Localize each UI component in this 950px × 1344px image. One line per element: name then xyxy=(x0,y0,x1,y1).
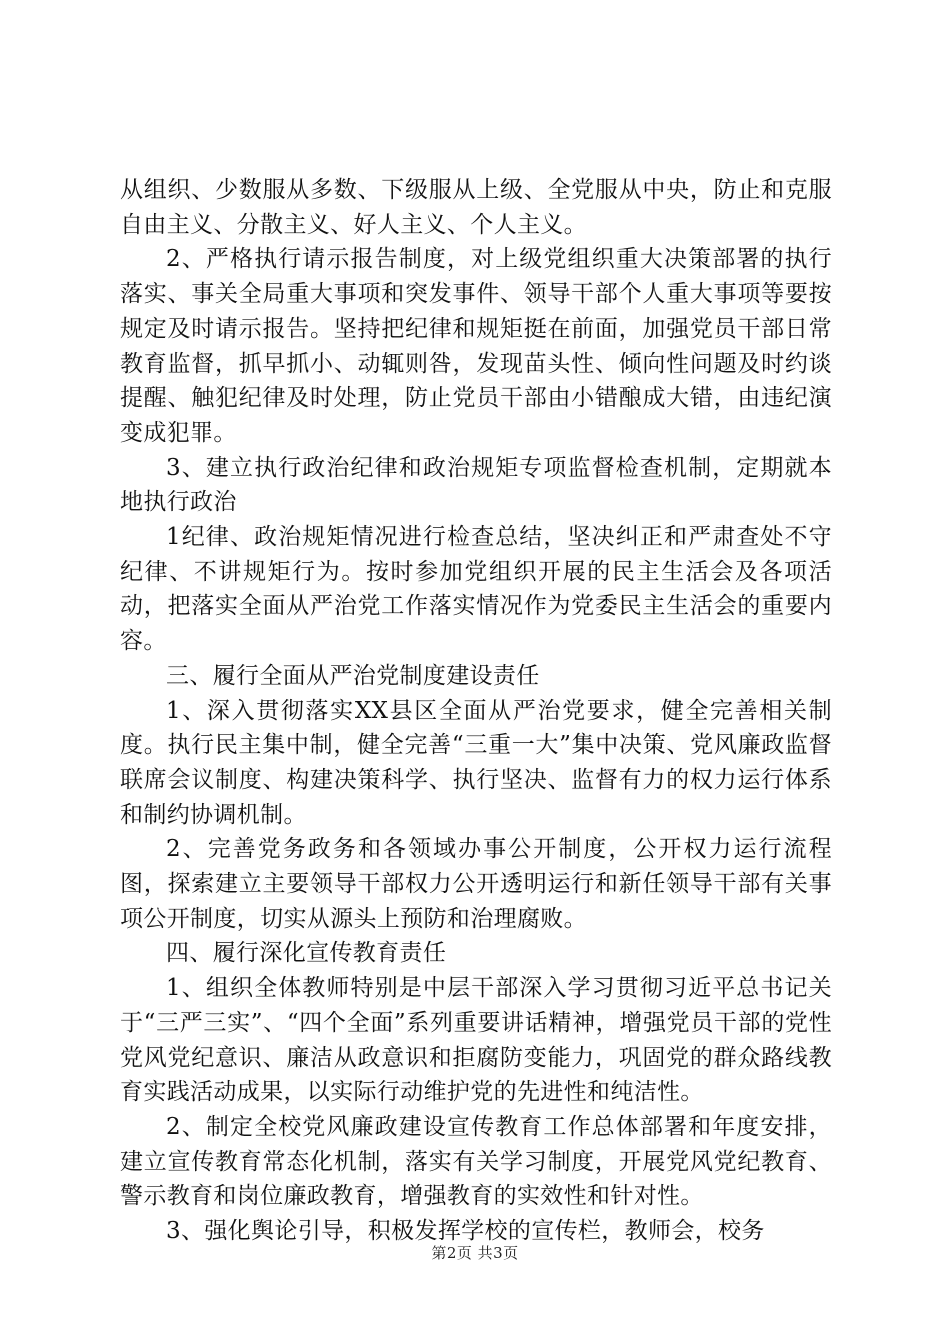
section-heading-4: 四、履行深化宣传教育责任 xyxy=(166,940,447,967)
document-body xyxy=(120,173,832,1249)
paragraph-2: 2、严格执行请示报告制度，对上级党组织重大决策部署的执行落实、事关全局重大事项和突发事件、领导干部个人重大事项等要按规定及时请示报告。坚持把纪律和规矩挺在前面，加强党员干部日常教育监督，抓早抓小、动辄则咎，发现苗头性、倾向性问题及时约谈提醒、触犯纪律及时处理，防止党员干部由小错酿成大错，由违纪演变成犯罪。 xyxy=(120,246,832,446)
page-footer: 第2页 共3页 xyxy=(431,1244,519,1262)
paragraph-7: 1、组织全体教师特别是中层干部深入学习贯彻习近平总书记关于“三严三实”、“四个全面”系列重要讲话精神，增强党员干部的党性党风党纪意识、廉洁从政意识和拒腐防变能力，巩固党的群众路线教育实践活动成果，以实际行动维护党的先进性和纯洁性。 xyxy=(120,975,832,1106)
paragraph-6: 2、完善党务政务和各领域办事公开制度，公开权力运行流程图，探索建立主要领导干部权力公开透明运行和新任领导干部有关事项公开制度，切实从源头上预防和治理腐败。 xyxy=(120,836,832,932)
paragraph-3: 3、建立执行政治纪律和政治规矩专项监督检查机制，定期就本地执行政治 xyxy=(120,454,832,516)
paragraph-8: 2、制定全校党风廉政建设宣传教育工作总体部署和年度安排，建立宣传教育常态化机制，落实有关学习制度，开展党风党纪教育、警示教育和岗位廉政教育，增强教育的实效性和针对性。 xyxy=(120,1113,832,1210)
section-heading-3: 三、履行全面从严治党制度建设责任 xyxy=(166,662,540,689)
paragraph-4: 1纪律、政治规矩情况进行检查总结，坚决纠正和严肃查处不守纪律、不讲规矩行为。按时参加党组织开展的民主生活会及各项活动，把落实全面从严治党工作落实情况作为党委民主生活会的重要内容。 xyxy=(120,524,832,655)
paragraph-1: 从组织、少数服从多数、下级服从上级、全党服从中央，防止和克服自由主义、分散主义、好人主义、个人主义。 xyxy=(120,177,832,238)
paragraph-5: 1、深入贯彻落实XX县区全面从严治党要求，健全完善相关制度。执行民主集中制，健全完善“三重一大”集中决策、党风廉政监督联席会议制度、构建决策科学、执行坚决、监督有力的权力运行体系和制约协调机制。 xyxy=(120,697,832,828)
paragraph-9: 3、强化舆论引导，积极发挥学校的宣传栏，教师会，校务 xyxy=(166,1218,765,1245)
